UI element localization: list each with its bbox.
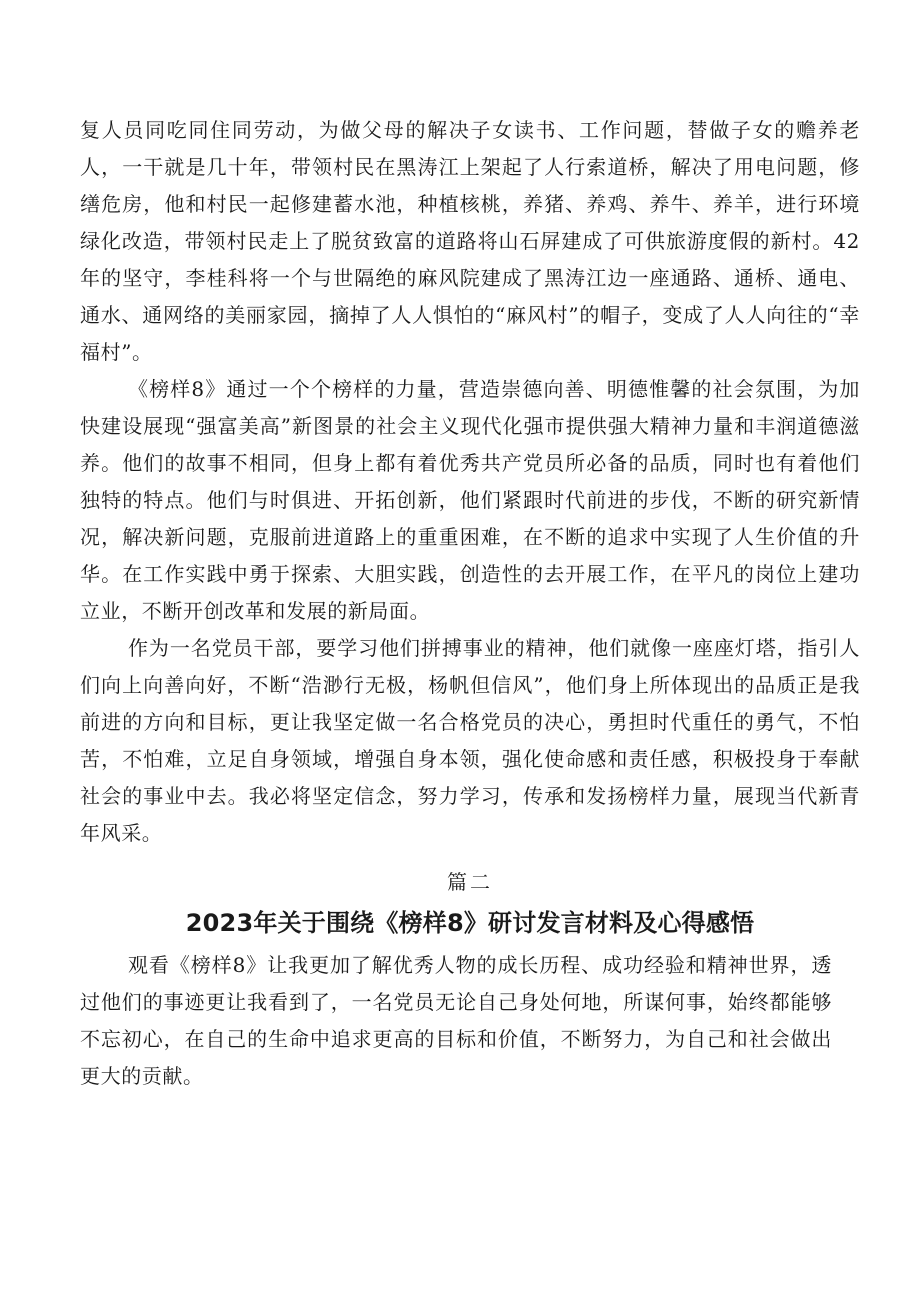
document-page [80,112,860,1095]
paragraph-1: 复人员同吃同住同劳动，为做父母的解决子女读书、工作问题，替做子女的赡养老人，一干就是几十年，带领村民在黑涛江上架起了人行索道桥，解决了用电问题，修缮危房，他和村民一起修建蓄水池，种植核桃，养猪、养鸡、养牛、养羊，进行环境绿化改造，带领村民走上了脱贫致富的道路将山石屏建成了可供旅游度假的新村。42年的坚守，李桂科将一个与世隔绝的麻风院建成了黑涛江边一座通路、通桥、通电、通水、通网络的美丽家园，摘掉了人人惧怕的“麻风村”的帽子，变成了人人向往的“幸福村”。 [80,118,860,364]
section-label: 篇二 [447,870,493,894]
article-heading: 2023年关于围绕《榜样8》研讨发言材料及心得感悟 [185,909,755,937]
paragraph-2: 《榜样8》通过一个个榜样的力量，营造崇德向善、明德惟馨的社会氛围，为加快建设展现“强富美高”新图景的社会主义现代化强市提供强大精神力量和丰润道德滋养。他们的故事不相同，但身上都有着优秀共产党员所必备的品质，同时也有着他们独特的特点。他们与时俱进、开拓创新，他们紧跟时代前进的步伐，不断的研究新情况，解决新问题，克服前进道路上的重重困难，在不断的追求中实现了人生价值的升华。在工作实践中勇于探索、大胆实践，创造性的去开展工作，在平凡的岗位上建功立业，不断开创改革和发展的新局面。 [80,377,860,623]
paragraph-4: 观看《榜样8》让我更加了解优秀人物的成长历程、成功经验和精神世界，透过他们的事迹更让我看到了，一名党员无论自己身处何地，所谋何事，始终都能够不忘初心，在自己的生命中追求更高的目标和价值，不断努力，为自己和社会做出更大的贡献。 [80,953,832,1088]
paragraph-3: 作为一名党员干部，要学习他们拼搏事业的精神，他们就像一座座灯塔，指引人们向上向善向好，不断“浩渺行无极，杨帆但信风”，他们身上所体现出的品质正是我前进的方向和目标，更让我坚定做一名合格党员的决心，勇担时代重任的勇气，不怕苦，不怕难，立足自身领域，增强自身本领，强化使命感和责任感，积极投身于奉献社会的事业中去。我必将坚定信念，努力学习，传承和发扬榜样力量，展现当代新青年风采。 [80,636,860,845]
